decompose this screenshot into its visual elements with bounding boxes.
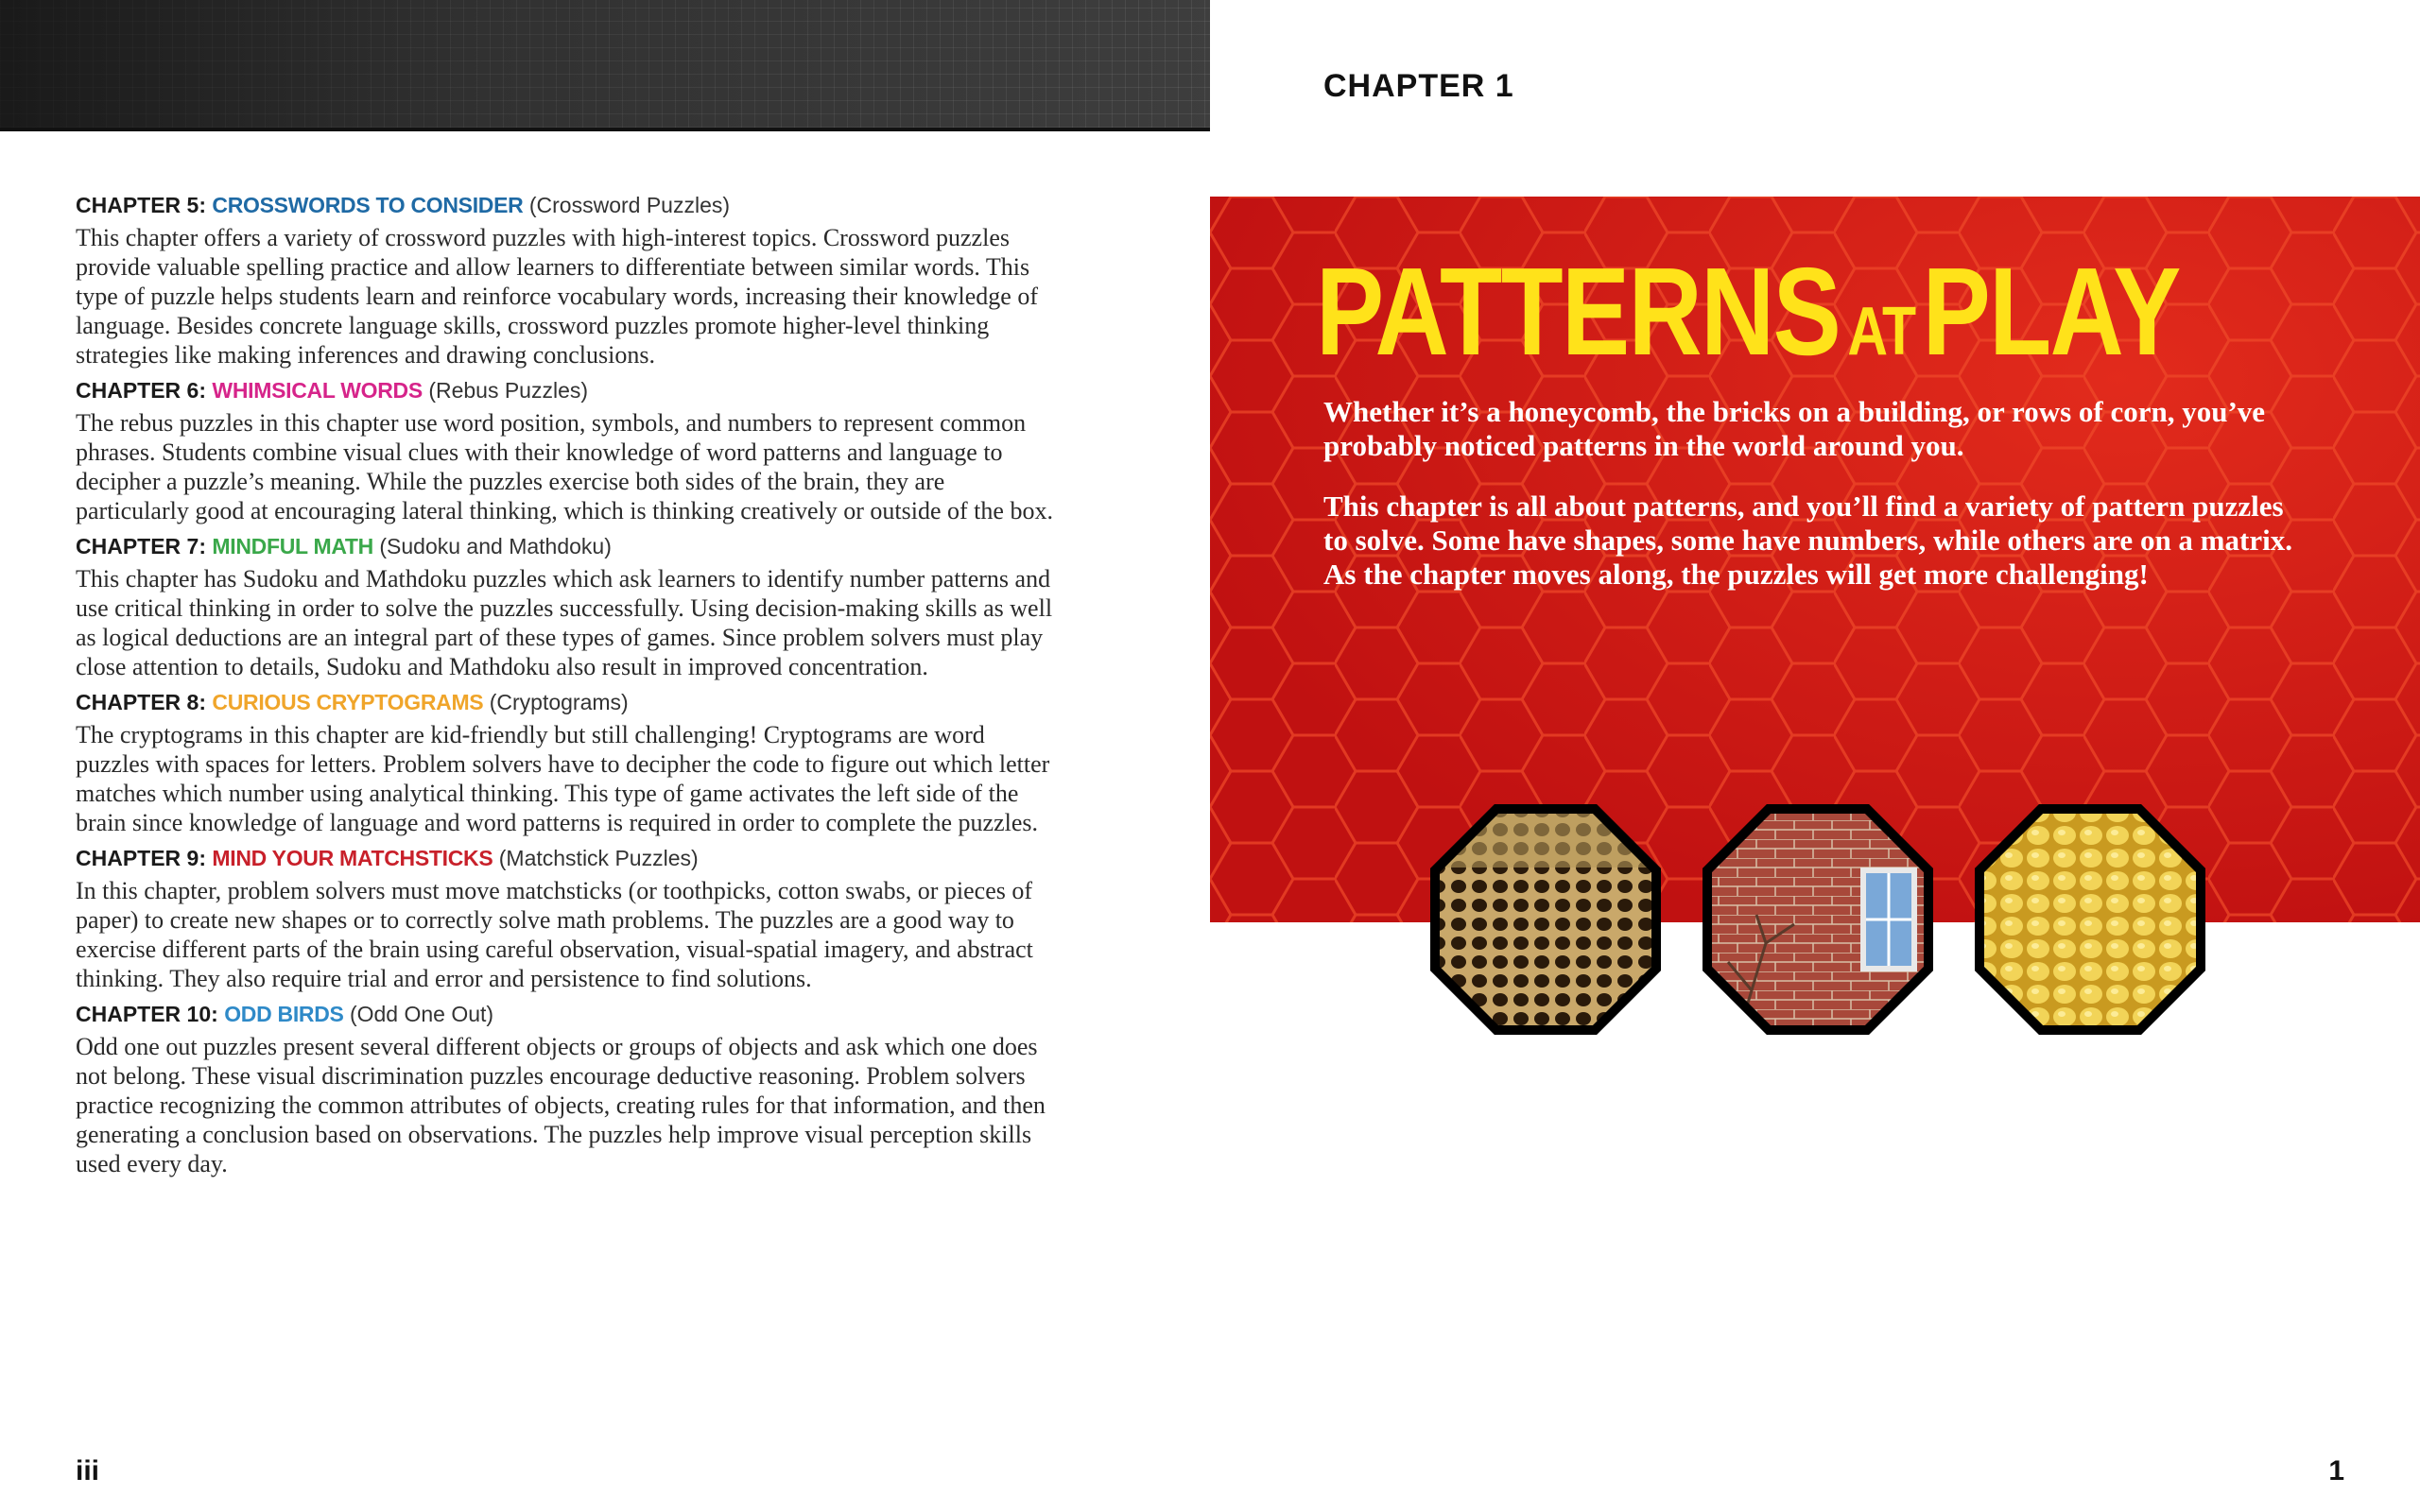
chapter-heading	[76, 684, 1059, 720]
chapter-heading	[76, 187, 1059, 223]
chapter-entry-8	[76, 684, 1059, 837]
chapter-description: Odd one out puzzles present several different objects or groups of objects and ask which one does not belong. These visual discrimination puzzles encourage deductive reasoning. Problem solvers practice recognizing the common attributes of objects, creating rules for that information, and then generating a conclusion based on observations. The puzzles help improve visual perception skills used every day.	[76, 1033, 1046, 1177]
chapter-number: CHAPTER 9:	[76, 846, 207, 870]
chapter-heading	[76, 372, 1059, 408]
chapter-heading	[76, 840, 1059, 876]
title-word-patterns: PATTERNS	[1316, 242, 1841, 381]
chapter-title: CROSSWORDS TO CONSIDER	[212, 193, 524, 217]
chapter-heading	[76, 996, 1059, 1032]
chapter-entry-5	[76, 187, 1059, 369]
chapter-entry-7	[76, 528, 1059, 681]
chapter-title: MIND YOUR MATCHSTICKS	[212, 846, 493, 870]
title-word-at: AT	[1847, 294, 1915, 369]
chapter-label: CHAPTER 1	[1323, 68, 1514, 104]
chapter-title: ODD BIRDS	[224, 1002, 344, 1026]
chapter-number: CHAPTER 6:	[76, 378, 207, 403]
chapter-type: (Rebus Puzzles)	[428, 378, 589, 403]
chapter-description: In this chapter, problem solvers must move matchsticks (or toothpicks, cotton swabs, or pieces of paper) to create new shapes or to correctly solve math problems. The puzzles are a good way to exercise different parts of the brain using careful observation, visual-spatial imagery, and abstract thinking. They also require trial and error and persistence to find solutions.	[76, 877, 1033, 992]
chapter-heading	[76, 528, 1059, 564]
chapter-intro	[1323, 395, 2307, 618]
chapter-type: (Matchstick Puzzles)	[498, 846, 699, 870]
chapter-list	[76, 187, 1059, 1181]
chapter-description: The cryptograms in this chapter are kid-friendly but still challenging! Cryptograms are word puzzles with spaces for letters. Problem solvers have to decipher the code to figure out which letter matches which number using analytical thinking. This type of game activates the left side of the brain since knowledge of language and word patterns is required in order to complete the puzzles.	[76, 721, 1050, 836]
chapter-number: CHAPTER 10:	[76, 1002, 218, 1026]
grid-banner	[0, 0, 1210, 131]
honeycomb-photo	[1427, 801, 1664, 1038]
chapter-number: CHAPTER 8:	[76, 690, 207, 714]
page-number-left: iii	[76, 1455, 100, 1486]
chapter-title	[1316, 240, 2180, 383]
chapter-title: MINDFUL MATH	[212, 534, 373, 558]
chapter-entry-6	[76, 372, 1059, 525]
intro-paragraph: Whether it’s a honeycomb, the bricks on a building, or rows of corn, you’ve probably noticed patterns in the world around you.	[1323, 395, 2266, 462]
chapter-title: CURIOUS CRYPTOGRAMS	[212, 690, 484, 714]
chapter-description: This chapter offers a variety of crossword puzzles with high-interest topics. Crossword puzzles provide valuable spelling practice and allow learners to differentiate between similar words. This type of puzzle helps students learn and reinforce vocabulary words, increasing their knowledge of language. Besides concrete language skills, crossword puzzles promote higher-level thinking strategies like making inferences and drawing conclusions.	[76, 224, 1038, 369]
chapter-number: CHAPTER 5:	[76, 193, 207, 217]
chapter-description: This chapter has Sudoku and Mathdoku puzzles which ask learners to identify number patterns and use critical thinking in order to solve the puzzles successfully. Using decision-making skills as well as logical deductions are an integral part of these types of games. Since problem solvers must play close attention to details, Sudoku and Mathdoku also result in improved concentration.	[76, 565, 1053, 680]
intro-paragraph: This chapter is all about patterns, and you’ll find a variety of pattern puzzles to solve. Some have shapes, some have numbers, while others are on a matrix. As the chapter moves along, the puzzles will get more challenging!	[1323, 490, 2292, 591]
chapter-entry-9	[76, 840, 1059, 993]
chapter-entry-10	[76, 996, 1059, 1178]
chapter-number: CHAPTER 7:	[76, 534, 207, 558]
corn-photo	[1972, 801, 2208, 1038]
chapter-type: (Crossword Puzzles)	[528, 193, 731, 217]
chapter-type: (Cryptograms)	[489, 690, 629, 714]
chapter-type: (Odd One Out)	[349, 1002, 494, 1026]
right-page	[1210, 0, 2420, 1512]
chapter-description: The rebus puzzles in this chapter use word position, symbols, and numbers to represent common phrases. Students combine visual clues with their knowledge of word patterns and language to decipher a puzzle’s meaning. While the puzzles exercise both sides of the brain, they are particularly good at encouraging lateral thinking, which is thinking creatively or outside of the box.	[76, 409, 1053, 524]
page-number-right: 1	[2328, 1455, 2344, 1486]
chapter-type: (Sudoku and Mathdoku)	[379, 534, 612, 558]
chapter-title: WHIMSICAL WORDS	[212, 378, 423, 403]
title-word-play: PLAY	[1922, 242, 2180, 381]
brick-wall-photo	[1700, 801, 1936, 1038]
